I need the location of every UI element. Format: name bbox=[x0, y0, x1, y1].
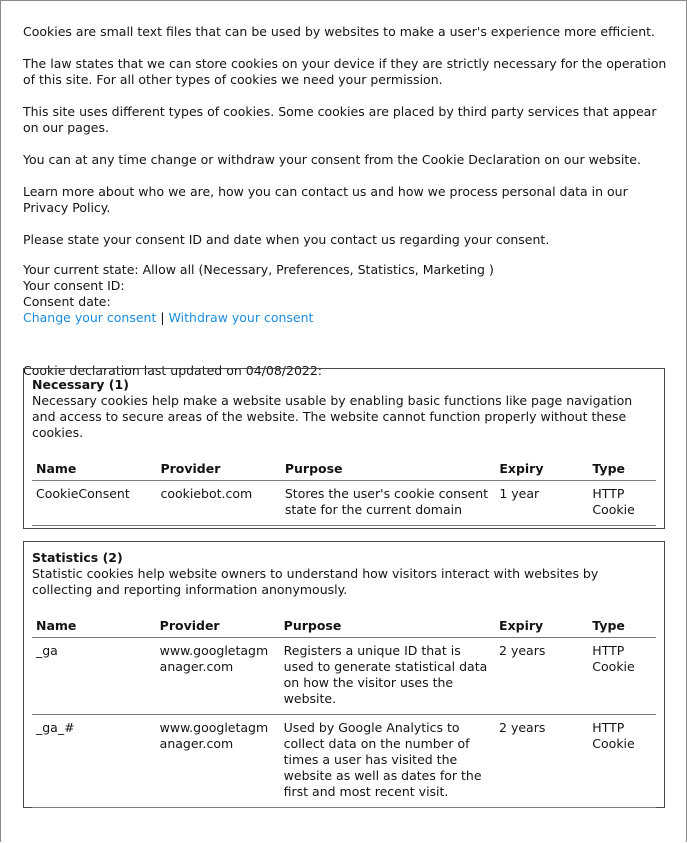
necessary-cookies-section bbox=[23, 368, 665, 529]
statistics-title: Statistics (2) bbox=[32, 550, 123, 565]
cookie-expiry: 2 years bbox=[495, 638, 588, 715]
header-provider: Provider bbox=[156, 618, 280, 638]
cookie-name: _ga bbox=[32, 638, 156, 715]
necessary-description: Necessary cookies help make a website usable by enabling basic functions like page navigation and access to secure areas of the website. The website cannot function properly without these cookies. bbox=[32, 393, 633, 440]
consent-links bbox=[23, 310, 667, 326]
header-name: Name bbox=[32, 618, 156, 638]
last-updated-text: Cookie declaration last updated on 04/08/2022: bbox=[23, 363, 323, 378]
header-provider: Provider bbox=[156, 461, 280, 481]
statistics-cookies-section bbox=[23, 541, 665, 808]
table-row bbox=[32, 481, 656, 526]
header-type: Type bbox=[588, 618, 656, 638]
cookie-type: HTTP Cookie bbox=[588, 715, 656, 808]
cookie-expiry: 2 years bbox=[495, 715, 588, 808]
header-expiry: Expiry bbox=[495, 618, 588, 638]
table-row bbox=[32, 715, 656, 808]
cookie-declaration bbox=[23, 24, 667, 379]
cookie-type: HTTP Cookie bbox=[588, 481, 656, 526]
consent-id-text: Your consent ID: bbox=[23, 278, 125, 293]
header-purpose: Purpose bbox=[280, 618, 495, 638]
cookie-name: CookieConsent bbox=[32, 481, 156, 526]
necessary-title: Necessary (1) bbox=[32, 377, 129, 392]
cookie-purpose: Registers a unique ID that is used to generate statistical data on how the visitor uses the website. bbox=[280, 638, 495, 715]
withdraw-consent-link[interactable]: Withdraw your consent bbox=[168, 310, 314, 325]
table-header-row bbox=[32, 618, 656, 638]
header-type: Type bbox=[588, 461, 656, 481]
necessary-cookie-table bbox=[32, 461, 656, 526]
cookie-provider: www.googletagmanager.com bbox=[156, 715, 280, 808]
intro-paragraph-4: You can at any time change or withdraw your consent from the Cookie Declaration on our website. bbox=[23, 152, 641, 167]
intro-paragraph-6: Please state your consent ID and date when you contact us regarding your consent. bbox=[23, 232, 550, 247]
table-row bbox=[32, 638, 656, 715]
consent-date-text: Consent date: bbox=[23, 294, 111, 309]
intro-paragraph-2: The law states that we can store cookies on your device if they are strictly necessary for the operation of this site. For all other types of cookies we need your permission. bbox=[23, 56, 667, 87]
link-separator: | bbox=[160, 310, 165, 325]
cookie-expiry: 1 year bbox=[495, 481, 588, 526]
cookie-provider: www.googletagmanager.com bbox=[156, 638, 280, 715]
change-consent-link[interactable]: Change your consent bbox=[23, 310, 157, 325]
cookie-type: HTTP Cookie bbox=[588, 638, 656, 715]
intro-paragraph-3: This site uses different types of cookies. Some cookies are placed by third party services that appear on our pages. bbox=[23, 104, 657, 135]
cookie-purpose: Stores the user's cookie consent state for the current domain bbox=[281, 481, 495, 526]
statistics-description: Statistic cookies help website owners to understand how visitors interact with websites by collecting and reporting information anonymously. bbox=[32, 566, 599, 597]
header-name: Name bbox=[32, 461, 156, 481]
header-purpose: Purpose bbox=[281, 461, 495, 481]
consent-state bbox=[23, 262, 667, 326]
cookie-provider: cookiebot.com bbox=[156, 481, 280, 526]
statistics-cookie-table bbox=[32, 618, 656, 808]
table-header-row bbox=[32, 461, 656, 481]
header-expiry: Expiry bbox=[495, 461, 588, 481]
current-state-text: Your current state: Allow all (Necessary, Preferences, Statistics, Marketing ) bbox=[23, 262, 494, 277]
intro-paragraph-1: Cookies are small text files that can be used by websites to make a user's experience more efficient. bbox=[23, 24, 656, 39]
intro-paragraph-5: Learn more about who we are, how you can contact us and how we process personal data in our Privacy Policy. bbox=[23, 184, 628, 215]
cookie-name: _ga_# bbox=[32, 715, 156, 808]
cookie-purpose: Used by Google Analytics to collect data on the number of times a user has visited the website as well as dates for the first and most recent visit. bbox=[280, 715, 495, 808]
